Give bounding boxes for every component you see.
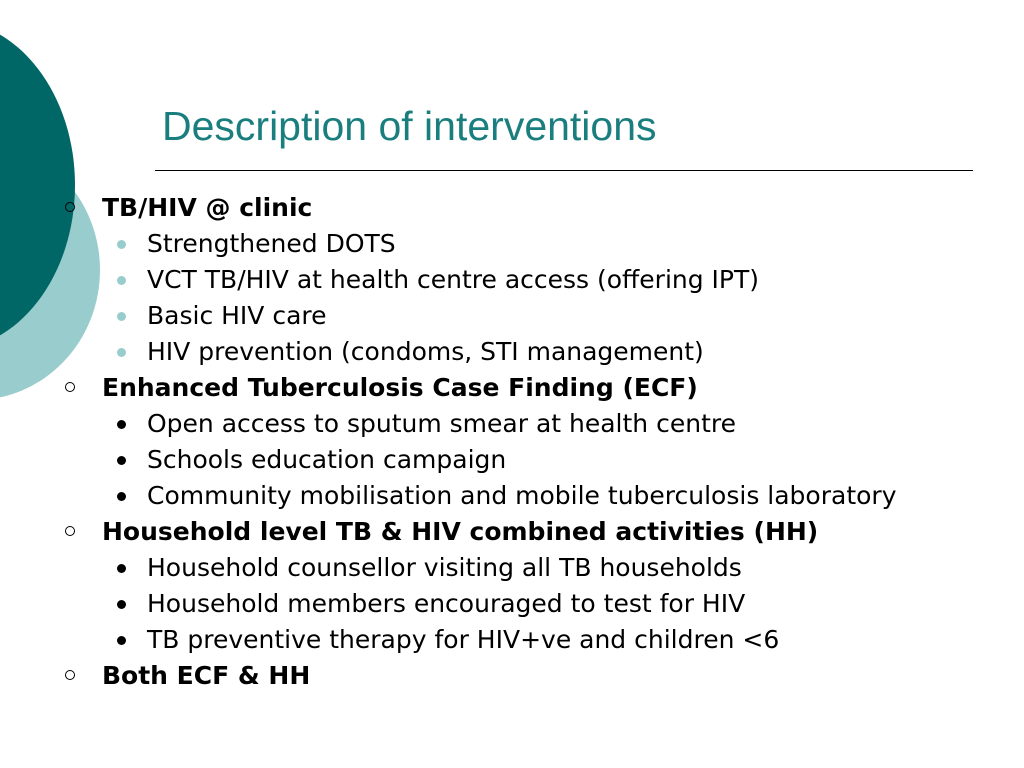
section-heading-ecf <box>0 370 1024 406</box>
section-heading-hh <box>0 514 1024 550</box>
list-item <box>0 406 1024 442</box>
section-heading-text: TB/HIV @ clinic <box>102 193 313 222</box>
list-item <box>0 226 1024 262</box>
list-item <box>0 442 1024 478</box>
list-item-text: Community mobilisation and mobile tuberculosis laboratory <box>147 481 897 510</box>
list-item-text: Schools education campaign <box>147 445 507 474</box>
list-item <box>0 262 1024 298</box>
ring-bullet-icon <box>65 526 75 536</box>
list-item-text: Strengthened DOTS <box>147 229 396 258</box>
list-item <box>0 586 1024 622</box>
section-heading-text: Enhanced Tuberculosis Case Finding (ECF) <box>102 373 698 402</box>
section-heading-both <box>0 658 1024 694</box>
dot-bullet-icon <box>117 492 126 501</box>
list-item-text: Open access to sputum smear at health centre <box>147 409 736 438</box>
list-item <box>0 478 907 514</box>
dot-bullet-icon <box>117 456 126 465</box>
title-divider <box>155 170 973 171</box>
list-item-text: Household members encouraged to test for HIV <box>147 589 746 618</box>
ring-bullet-icon <box>65 382 75 392</box>
list-item <box>0 298 1024 334</box>
list-item-text: HIV prevention (condoms, STI management) <box>147 337 704 366</box>
dot-bullet-icon <box>117 636 126 645</box>
dot-bullet-icon <box>117 564 126 573</box>
bullet-list <box>0 190 1024 694</box>
section-heading-text: Both ECF & HH <box>102 661 311 690</box>
slide-title: Description of interventions <box>162 103 657 149</box>
section-heading-text: Household level TB & HIV combined activities (HH) <box>102 517 819 546</box>
dot-bullet-icon <box>117 600 126 609</box>
list-item-text: Basic HIV care <box>147 301 327 330</box>
list-item-text: VCT TB/HIV at health centre access (offering IPT) <box>147 265 760 294</box>
dot-bullet-icon <box>117 420 126 429</box>
section-heading-tbhiv-clinic <box>0 190 1024 226</box>
dot-bullet-icon <box>117 276 126 285</box>
list-item <box>0 334 1024 370</box>
dot-bullet-icon <box>117 348 126 357</box>
list-item-text: Household counsellor visiting all TB households <box>147 553 742 582</box>
list-item <box>0 622 1024 658</box>
ring-bullet-icon <box>65 202 75 212</box>
list-item-text: TB preventive therapy for HIV+ve and children <6 <box>147 625 780 654</box>
dot-bullet-icon <box>117 240 126 249</box>
list-item <box>0 550 1024 586</box>
dot-bullet-icon <box>117 312 126 321</box>
ring-bullet-icon <box>65 670 75 680</box>
